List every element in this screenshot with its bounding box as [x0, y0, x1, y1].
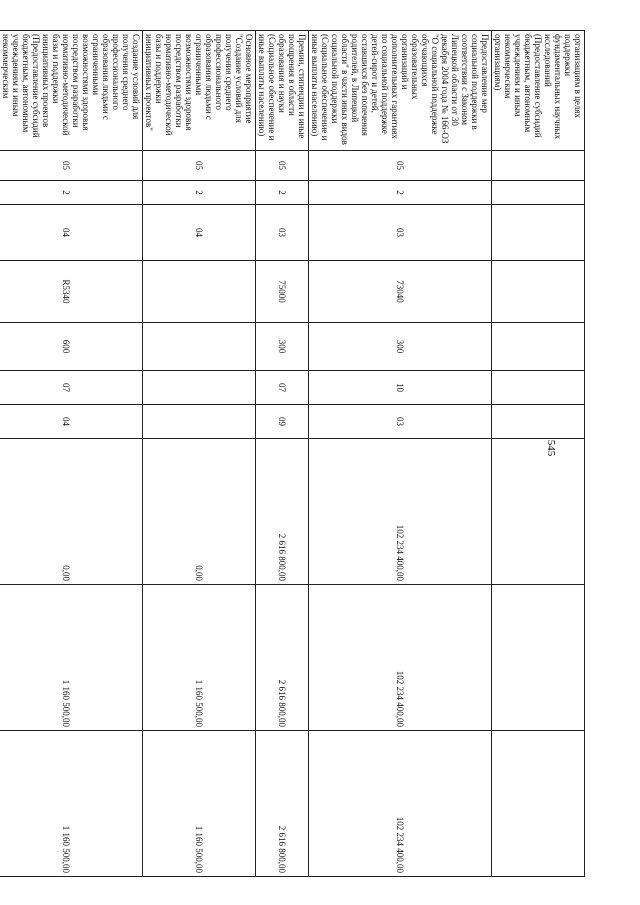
cell-c7 [492, 405, 585, 439]
row-name-cell: Создание условий для получения среднего профессионального образования людьми с ограниченными возможностями здоровья посредством разработки нормативно-методической базы и поддержки инициативных проектов (Предоставление субсидий бюджетным, автономным учреждениям и иным некоммерческим [0, 31, 143, 151]
cell-c2: 2 [309, 181, 492, 205]
cell-s1: 2 616 800,00 [256, 439, 309, 585]
cell-s1: 0,00 [143, 439, 256, 585]
cell-c6: 07 [0, 371, 143, 405]
table-row [0, 31, 143, 877]
cell-c2 [492, 181, 585, 205]
cell-c5: 600 [0, 323, 143, 371]
cell-c7: 04 [0, 405, 143, 439]
cell-s2: 1 160 500,00 [143, 585, 256, 731]
cell-s2: 2 616 800,00 [256, 585, 309, 731]
cell-s1: 0,00 [0, 439, 143, 585]
page-number: 545 [545, 439, 557, 457]
cell-c1: 05 [143, 151, 256, 181]
cell-c4: 75000 [256, 261, 309, 323]
rotated-table-wrapper [1, 30, 585, 876]
cell-s3: 1 160 500,00 [143, 731, 256, 877]
cell-c6 [492, 371, 585, 405]
cell-c7 [143, 405, 256, 439]
row-name-cell: Предоставление мер социальной поддержки в соответствии с Законом Липецкой области от 30 декабря 2004 года № 166-ОЗ "О социальной поддержке обучающихся образовательных организаций и дополнительных гарантиях по социальной поддержке детей-сирот и детей, оставшихся без попечения родителей, в Липецкой области" в части иных видов социальной поддержки (Социальное обеспечение и иные выплаты населению) [309, 31, 492, 151]
table-row [309, 31, 492, 877]
cell-c2: 2 [256, 181, 309, 205]
cell-s3: 2 616 800,00 [256, 731, 309, 877]
cell-s1: 102 234 400,00 [309, 439, 492, 585]
cell-c6 [143, 371, 256, 405]
budget-table-sheet [1, 30, 585, 876]
cell-s2: 102 234 400,00 [309, 585, 492, 731]
cell-c5 [492, 323, 585, 371]
cell-c1: 05 [256, 151, 309, 181]
cell-s2 [492, 585, 585, 731]
cell-c7: 03 [309, 405, 492, 439]
cell-c3 [492, 205, 585, 261]
cell-c2: 2 [0, 181, 143, 205]
cell-c4: R5340 [0, 261, 143, 323]
cell-c4 [492, 261, 585, 323]
cell-c3: 04 [0, 205, 143, 261]
cell-c4 [143, 261, 256, 323]
cell-c3: 04 [143, 205, 256, 261]
row-name-cell: организациям в целях поддержки фундаментальных научных исследований (Предоставление субсидий бюджетным, автономным учреждениям и иным некоммерческим организациям) [492, 31, 585, 151]
cell-s1 [492, 439, 585, 585]
cell-c3: 03 [256, 205, 309, 261]
cell-c4: 73040 [309, 261, 492, 323]
row-name-cell: Основное мероприятие "Создание условий для получения среднего профессионального образования людьми с ограниченными возможностями здоровья посредством разработки нормативно-методической базы и поддержки инициативных проектов" [143, 31, 256, 151]
cell-c5: 300 [309, 323, 492, 371]
cell-c1 [492, 151, 585, 181]
cell-c3: 03 [309, 205, 492, 261]
table-row [143, 31, 256, 877]
cell-c6: 10 [309, 371, 492, 405]
cell-s2: 1 160 500,00 [0, 585, 143, 731]
cell-s3 [492, 731, 585, 877]
budget-table [0, 30, 585, 877]
row-name-cell: Премии, стипендии и иные поощрения в области образования и науки (Социальное обеспечение и иные выплаты населению) [256, 31, 309, 151]
cell-s3: 102 234 400,00 [309, 731, 492, 877]
cell-c5 [143, 323, 256, 371]
table-row [492, 31, 585, 877]
cell-c5: 300 [256, 323, 309, 371]
cell-c1: 05 [309, 151, 492, 181]
cell-c7: 09 [256, 405, 309, 439]
cell-c2: 2 [143, 181, 256, 205]
cell-s3: 1 160 500,00 [0, 731, 143, 877]
cell-c1: 05 [0, 151, 143, 181]
table-row [256, 31, 309, 877]
cell-c6: 07 [256, 371, 309, 405]
